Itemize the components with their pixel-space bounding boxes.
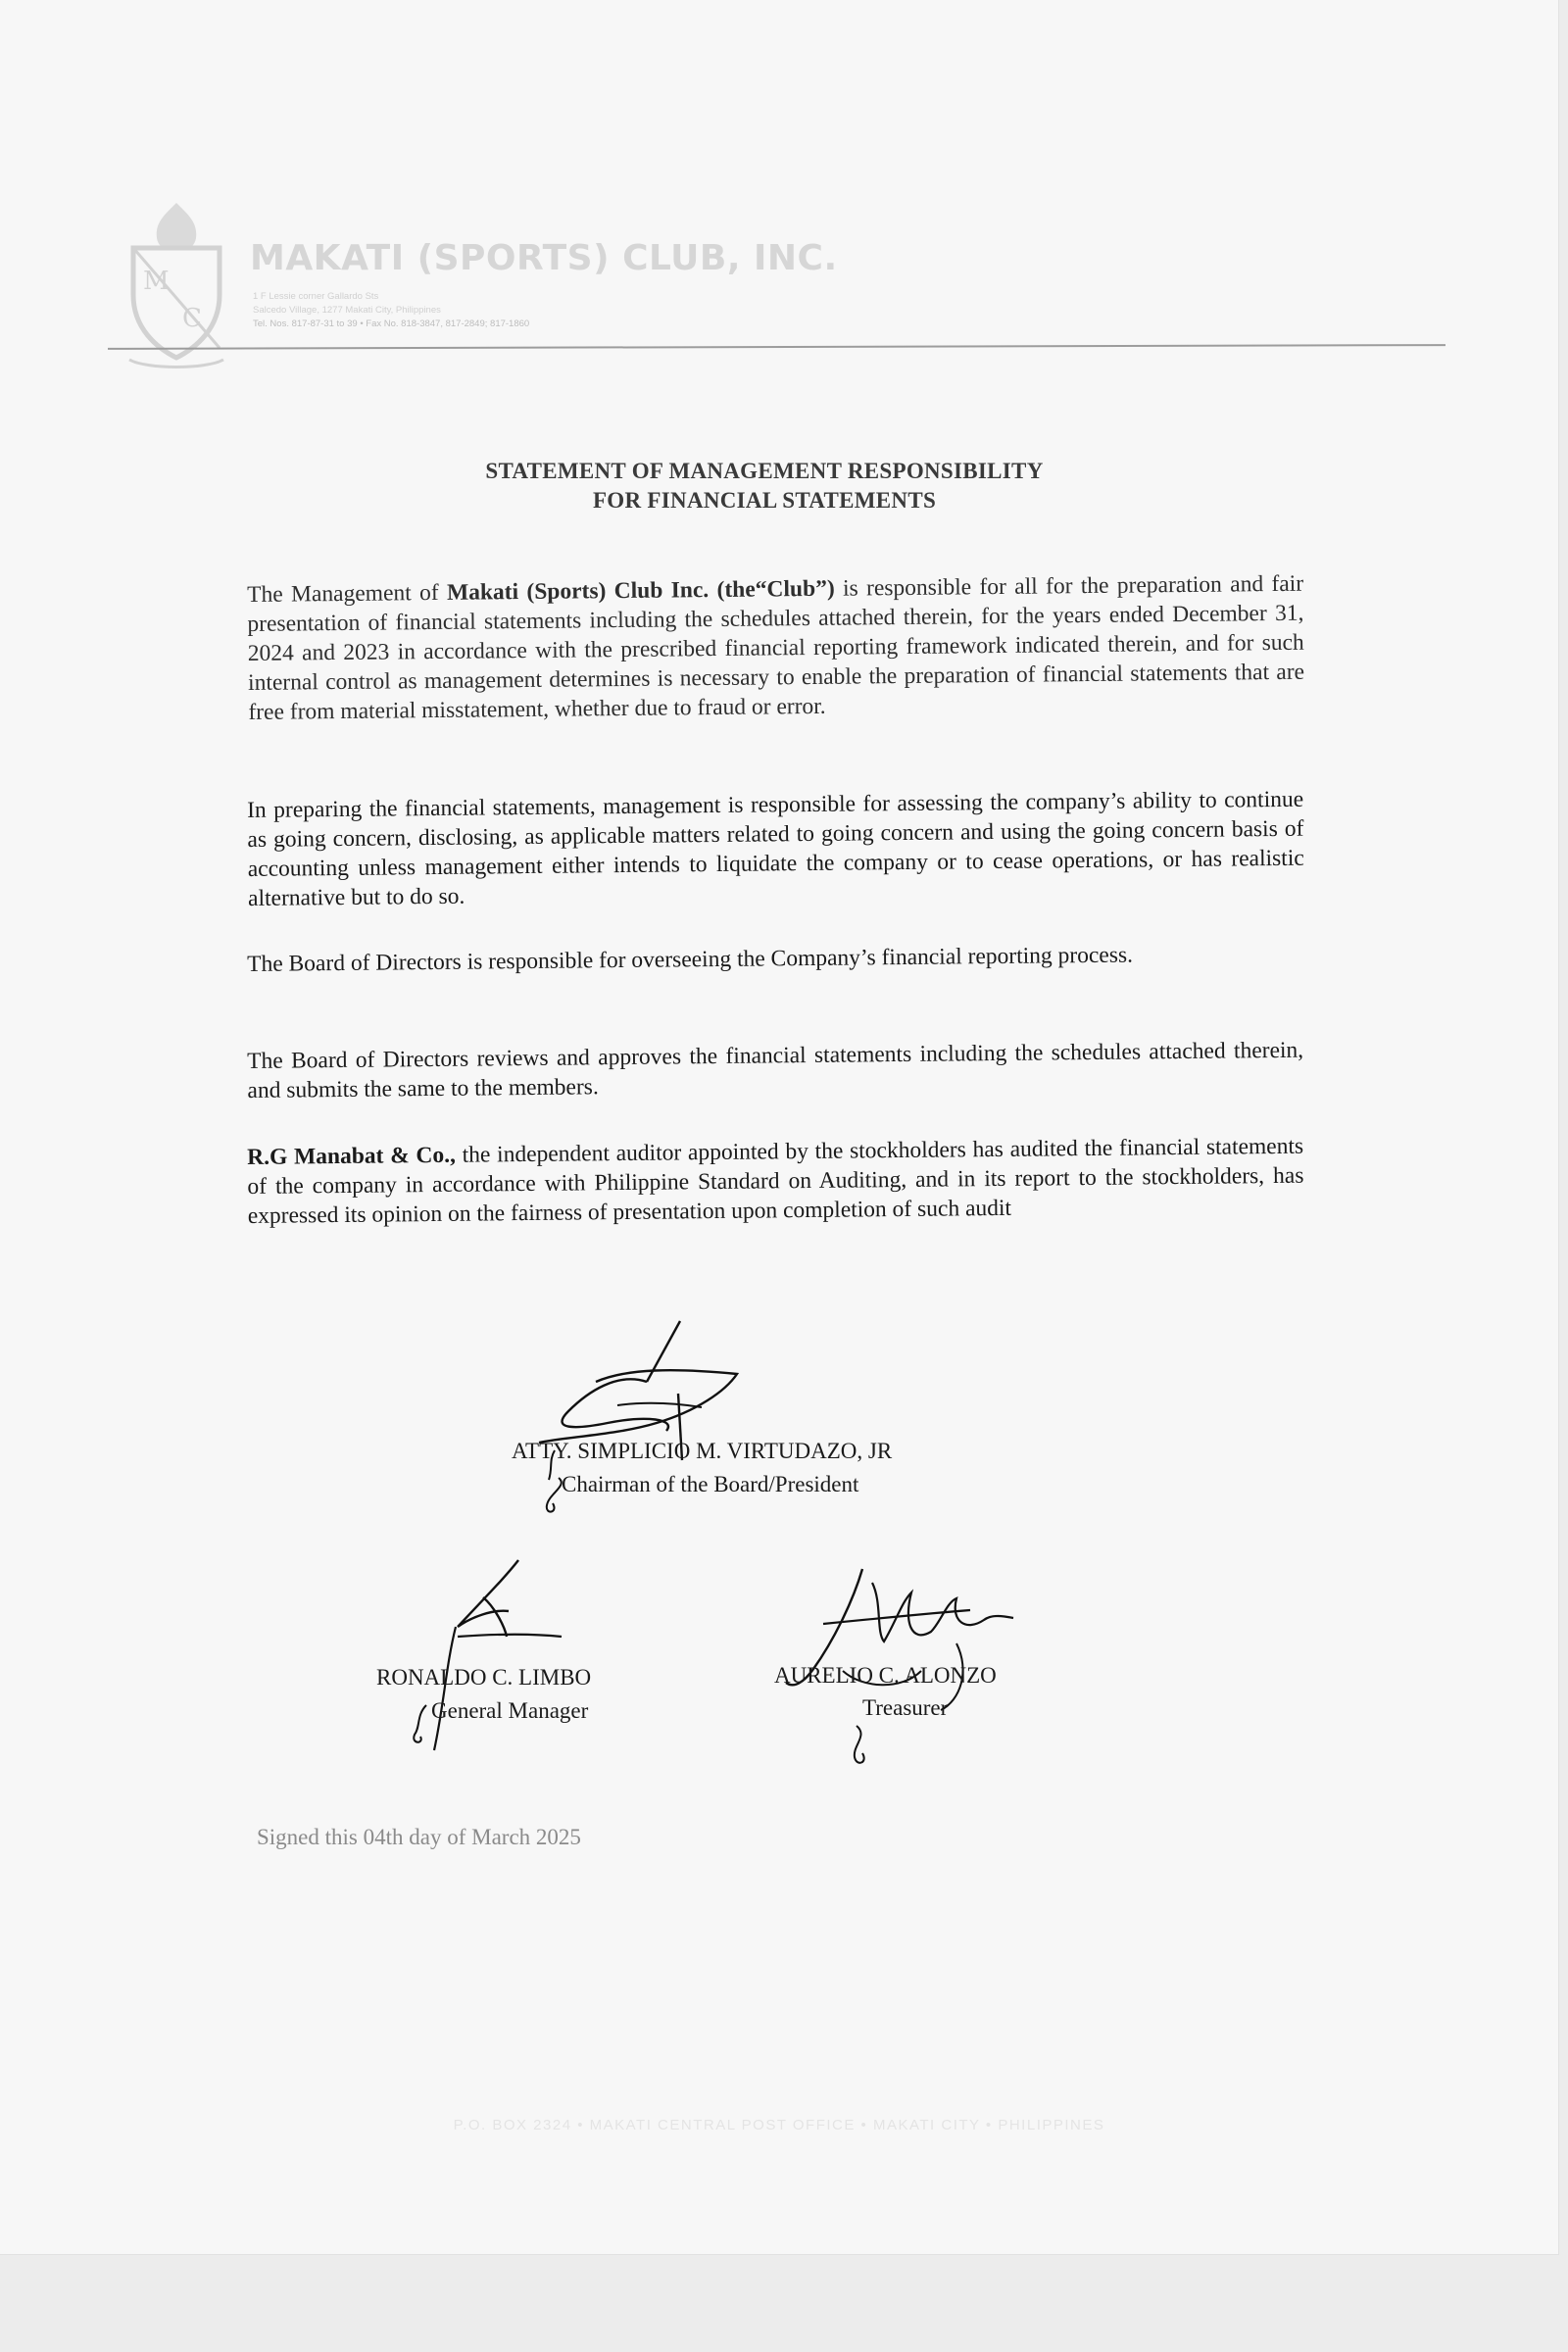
club-name: MAKATI (SPORTS) CLUB, INC.	[250, 238, 838, 278]
statement-title-line1: STATEMENT OF MANAGEMENT RESPONSIBILITY	[485, 459, 1044, 483]
club-contact-line: Tel. Nos. 817-87-31 to 39 • Fax No. 818-3847, 817-2849; 817-1860	[253, 318, 530, 329]
club-logo	[127, 201, 225, 377]
chairman-title: Chairman of the Board/President	[562, 1472, 859, 1496]
p5-body: the independent auditor appointed by the stockholders has audited the financial statements of the company in accordance with Philippine Standard on Auditing, and in its report to the stockholders, has expressed its opinion on the fairness of presentation upon completion of such audit	[247, 1133, 1304, 1229]
treasurer-title: Treasurer	[862, 1695, 949, 1720]
general-manager-title: General Manager	[431, 1698, 589, 1723]
paragraph-board-oversight: The Board of Directors is responsible for overseeing the Company’s financial reporting process.	[247, 942, 1134, 977]
paragraph-board-approval: The Board of Directors reviews and approves the financial statements including the schedules attached therein, and submits the same to the members.	[247, 1037, 1304, 1103]
paragraph-auditor	[247, 1132, 1304, 1231]
logo-monogram-m: M	[143, 267, 170, 296]
club-name-bold: Makati (Sports) Club Inc. (the“Club”)	[446, 575, 835, 606]
general-manager-name: RONALDO C. LIMBO	[376, 1665, 592, 1690]
chairman-signature	[510, 1313, 764, 1539]
letterhead-footer: P.O. BOX 2324 • MAKATI CENTRAL POST OFFICE • MAKATI CITY • PHILIPPINES	[453, 2117, 1105, 2133]
letterhead	[127, 191, 1450, 358]
chairman-name: ATTY. SIMPLICIO M. VIRTUDAZO, JR	[512, 1439, 893, 1463]
paragraph-management-responsibility	[247, 569, 1305, 727]
p1-body: is responsible for all for the preparation and fair presentation of financial statements including the schedules attached therein, for the years ended December 31, 2024 and 2023 in accordance with the prescribed financial reporting framework indicated therein, and for such internal control as management determines is necessary to enable the preparation of financial statements that are free from material misstatement, whether due to fraud or error.	[247, 570, 1305, 725]
auditor-name-bold: R.G Manabat & Co.,	[247, 1142, 457, 1170]
statement-title-line2: FOR FINANCIAL STATEMENTS	[592, 488, 937, 513]
club-address-line1: 1 F Lessie corner Gallardo Sts	[253, 291, 379, 302]
paragraph-going-concern: In preparing the financial statements, management is responsible for assessing the company’s ability to continue as going concern, disclosing, as applicable matters related to going concern and using the going concern basis of accounting unless management either intends to liquidate the company or to cease operations, or has realistic alternative but to do so.	[247, 786, 1304, 911]
general-manager-signature	[387, 1558, 583, 1754]
signing-date: Signed this 04th day of March 2025	[257, 1825, 581, 1849]
logo-monogram-c: C	[182, 304, 202, 333]
club-address-line2: Salcedo Village, 1277 Makati City, Philippines	[253, 305, 441, 316]
p1-intro: The Management of	[247, 579, 448, 608]
treasurer-name: AURELIO C. ALONZO	[774, 1663, 997, 1688]
